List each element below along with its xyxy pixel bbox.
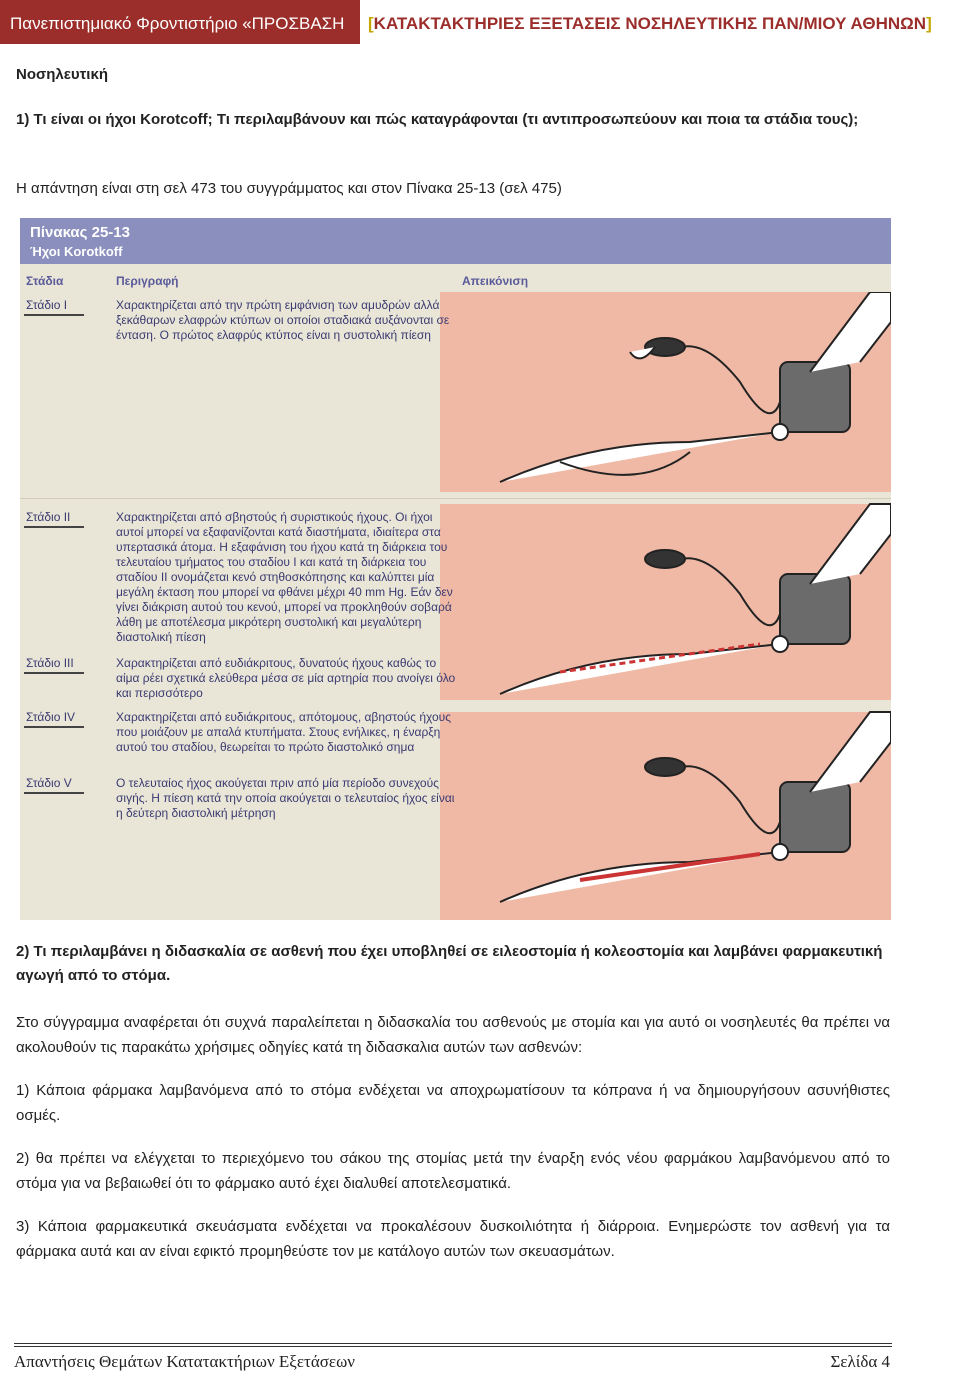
stage-3-description: Χαρακτηρίζεται από ευδιάκριτους, δυνατούς ήχους καθώς το αίμα ρέει σχετικά ελεύθερα μέσα σε μία αρτηρία που ανοίγει όλο και περισσότερο	[116, 656, 456, 700]
stage-2-description: Χαρακτηρίζεται από σβηστούς ή συριστικούς ήχους. Οι ήχοι αυτοί μπορεί να εξαφανίζονται κατά διαστήματα, ιδιαίτερα στα υπερτασικά άτομα. Η εξαφάνιση του ήχου κατά τη διάρκεια του τελευταίου τμήματος του σταδίου I και κατά τη διάρκεια του σταδίου II ονομάζεται κενό στηθοσκόπησης και καλύπτει μία μεγάλη έκταση που μπορεί να φθάνει μέχρι 40 mm Hg. Εάν δεν γίνει διάκριση αυτού του κενού, μπορεί να προκληθούν σοβαρά λάθη με αποτέλεσμα μικρότερη συστολική και μεγαλύτερη διαστολική πίεση	[116, 510, 453, 644]
stage-1-description: Χαρακτηρίζεται από την πρώτη εμφάνιση των αμυδρών αλλά ξεκάθαρων ελαφρών κτύπων οι οποίοι σταδιακά αυξάνονται σε ένταση. Ο πρώτος ελαφρύς κτύπος είναι η συστολική πίεση	[116, 298, 450, 342]
stage-5-label: Στάδιο V	[26, 776, 72, 790]
answer-1: Η απάντηση είναι στη σελ 473 του συγγράμματος και στον Πίνακα 25-13 (σελ 475)	[16, 180, 562, 197]
header-right-text: ΚΑΤΑΚΤΑΚΤΗΡΙΕΣ ΕΞΕΤΑΣΕΙΣ ΝΟΣΗΛΕΥΤΙΚΗΣ ΠΑΝ/ΜΙΟΥ ΑΘΗΝΩΝ	[373, 14, 927, 33]
page-header	[0, 0, 960, 44]
answer-2-intro: Στο σύγγραμμα αναφέρεται ότι συχνά παραλείπεται η διδασκαλία του ασθενούς με στομία και για αυτό οι νοσηλευτές θα πρέπει να ακολουθούν τις παρακάτω χρήσιμες οδηγίες κατά τη διδασκαλια αυτών των ασθενών:	[16, 1014, 890, 1056]
header-right-title	[368, 0, 932, 44]
underline-mark	[24, 672, 84, 674]
stage-1-label: Στάδιο I	[26, 298, 68, 312]
illustration-stage-1	[500, 292, 891, 482]
underline-mark	[24, 792, 84, 794]
col-image-header: Απεικόνιση	[462, 274, 529, 288]
question-2: 2) Τι περιλαμβάνει η διδασκαλία σε ασθενή που έχει υποβληθεί σε ειλεοστομία ή κολεοστομία και λαμβάνει φαρμακευτική αγωγή από το στόμα.	[16, 943, 883, 984]
col-desc-header: Περιγραφή	[116, 274, 179, 288]
answer-2-item-3: 3) Κάποια φαρμακευτικά σκευάσματα ενδέχεται να προκαλέσουν δυσκοιλιότητα ή διάρροια. Ενημερώστε τον ασθενή για τα φάρμακα αυτά και αν είναι εφικτό προμηθεύστε τον με κατάλογο αυτών των σκευασμάτων.	[16, 1218, 890, 1260]
question-1: 1) Τι είναι οι ήχοι Korotcoff; Τι περιλαμβάνουν και πώς καταγράφονται (τι αντιπροσωπεύουν και ποια τα στάδια τους);	[16, 111, 859, 128]
korotkoff-table	[20, 218, 891, 920]
col-stage-header: Στάδια	[26, 274, 64, 288]
header-left-label: Πανεπιστημιακό Φροντιστήριο «ΠΡΟΣΒΑΣΗ	[0, 0, 360, 44]
answer-2-item-1: 1) Κάποια φάρμακα λαμβανόμενα από το στόμα ενδέχεται να αποχρωματίσουν τα κόπρανα ή να δημιουργήσουν ασυνήθιστες οσμές.	[16, 1082, 890, 1124]
underline-mark	[24, 526, 84, 528]
page-number: Σελίδα 4	[830, 1352, 890, 1371]
table-number: Πίνακας 25-13	[30, 224, 130, 241]
stage-3-label: Στάδιο III	[26, 656, 74, 670]
section-title: Νοσηλευτική	[16, 66, 108, 83]
row-divider	[20, 498, 891, 499]
stage-2-label: Στάδιο II	[26, 510, 71, 524]
stage-4-description: Χαρακτηρίζεται από ευδιάκριτους, απότομους, αβηστούς ήχους που μοιάζουν με απαλά κτυπήματα. Στους ενήλικες, η έναρξη αυτού του σταδίου, θεωρείται το πρώτο διαστολικό σημα	[116, 710, 452, 754]
bracket-open: [	[368, 14, 374, 33]
footer-left: Απαντήσεις Θεμάτων Κατατακτήριων Εξετάσεων	[14, 1352, 355, 1371]
stage-5-description: Ο τελευταίος ήχος ακούγεται πριν από μία περίοδο συνεχούς σιγής. Η πίεση κατά την οποία ακούγεται ο τελευταίος ήχος είναι η δεύτερη διαστολική μέτρηση	[116, 776, 455, 820]
footer-divider	[14, 1343, 892, 1347]
bracket-close: ]	[926, 14, 932, 33]
table-title: Ήχοι Korotkoff	[30, 244, 123, 259]
table-header-bar	[20, 218, 891, 264]
table-column-headers	[20, 274, 891, 290]
bp-measurement-illustrations	[440, 292, 891, 920]
underline-mark	[24, 314, 84, 316]
stage-4-label: Στάδιο IV	[26, 710, 76, 724]
answer-2-item-2: 2) θα πρέπει να ελέγχεται το περιεχόμενο του σάκου της στομίας μετά την έναρξη ενός νέου φαρμάκου λαμβανόμενου από το στόμα για να βεβαιωθεί ότι το φάρμακο αυτό έχει διαλυθεί αποτελεσματικά.	[16, 1150, 890, 1192]
underline-mark	[24, 726, 84, 728]
